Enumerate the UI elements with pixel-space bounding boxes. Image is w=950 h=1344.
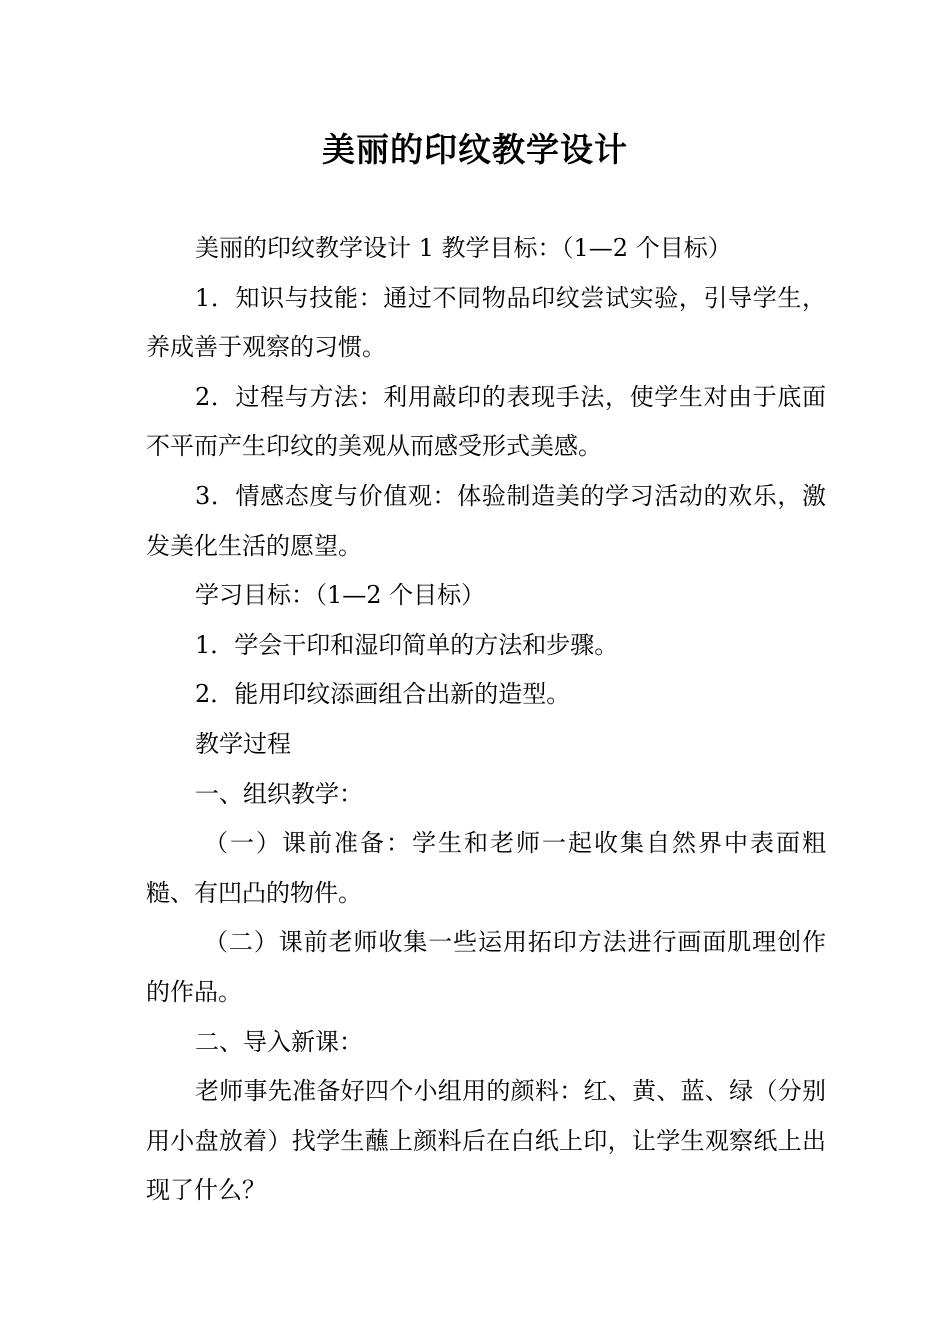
document-title: 美丽的印纹教学设计 (322, 130, 628, 169)
document-body (146, 224, 826, 1216)
paragraph-goal-knowledge: 1．知识与技能：通过不同物品印纹尝试实验，引导学生，养成善于观察的习惯。 (146, 283, 826, 362)
paragraph-goal-emotion: 3．情感态度与价值观：体验制造美的学习活动的欢乐，激发美化生活的愿望。 (146, 481, 826, 560)
paragraph-intro: 美丽的印纹教学设计 1 教学目标：（1—2 个目标） (195, 234, 732, 262)
paragraph-goal-process: 2．过程与方法：利用敲印的表现手法，使学生对由于底面不平而产生印纹的美观从而感受形式美感。 (146, 382, 826, 461)
paragraph-learning-goal-1: 1．学会干印和湿印简单的方法和步骤。 (195, 630, 619, 659)
paragraph-teaching-process: 教学过程 (195, 729, 291, 758)
paragraph-prep-1: （一）课前准备：学生和老师一起收集自然界中表面粗糙、有凹凸的物件。 (146, 829, 826, 907)
paragraph-intro-activity: 老师事先准备好四个小组用的颜料：红、黄、蓝、绿（分别用小盘放着）找学生蘸上颜料后在白纸上印，让学生观察纸上出现了什么？ (146, 1077, 826, 1205)
paragraph-section-2: 二、导入新课： (195, 1027, 363, 1056)
paragraph-section-1: 一、组织教学： (195, 779, 363, 808)
paragraph-prep-2: （二）课前老师收集一些运用拓印方法进行画面肌理创作的作品。 (146, 928, 826, 1006)
paragraph-learning-goal-2: 2．能用印纹添画组合出新的造型。 (195, 680, 571, 709)
paragraph-learning-goals: 学习目标：（1—2 个目标） (195, 581, 486, 610)
